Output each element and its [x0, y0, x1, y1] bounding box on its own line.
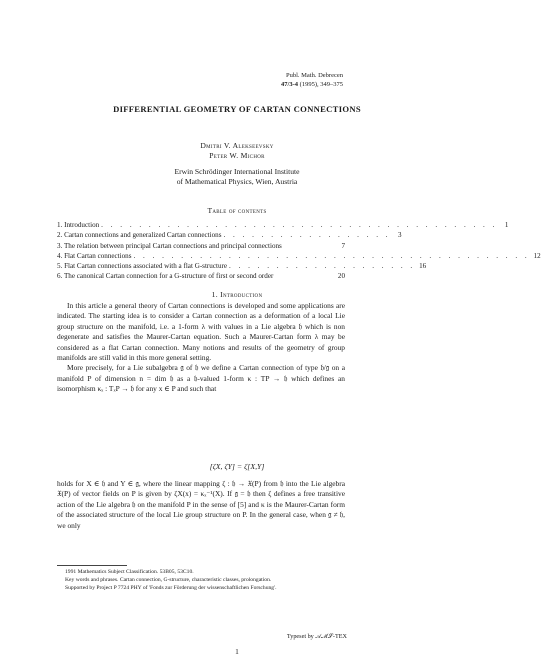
- toc-leader: [282, 241, 336, 251]
- toc-entry-label: 4. Flat Cartan connections: [57, 251, 132, 260]
- publication-info: [281, 71, 343, 89]
- body-text-1: [57, 301, 345, 395]
- journal-name: Publ. Math. Debrecen: [285, 72, 343, 79]
- toc-leader: . . . . . . . . . . . . . . . . . . . . . . . . . . . . . . . . . . . . . . . . . .: [101, 221, 498, 229]
- toc-leader: . . . . . . . . . . . . . . . . . . . . . . . . . . . . . . . . . . . . . . . . . .: [133, 251, 530, 260]
- authors: [0, 141, 474, 161]
- typeset-note: Typeset by 𝒜ℳ𝒮-TEX: [286, 633, 347, 640]
- institution-line-1: Erwin Schrödinger International Institute: [174, 167, 300, 176]
- toc-entry-page: 16: [419, 262, 427, 271]
- toc-leader: . . . . . . . . . . . . . . . . . . . .: [229, 262, 416, 271]
- toc-entry: [57, 251, 541, 261]
- toc-entry-label: 3. The relation between principal Cartan connections and principal connections: [57, 241, 282, 250]
- paragraph: More precisely, for a Lie subalgebra 𝔤 of 𝔥 we define a Cartan connection of type 𝔥/𝔤 on a manifold P of dimension n = dim 𝔥 as a 𝔥-valued 1-form κ : TP → 𝔥 which defines an isomorphism κₓ : TₓP → 𝔥 for any x ∈ P and such that: [57, 363, 345, 394]
- author-2: Peter W. Michor: [209, 151, 265, 160]
- toc-heading: Table of contents: [207, 206, 267, 215]
- footnote-rule: [57, 565, 127, 566]
- footnote: Supported by Project P 7724 PHY of 'Fonds zur Förderung der wissenschaftlichen Forschung'.: [65, 585, 277, 592]
- table-of-contents: [57, 220, 541, 282]
- footnote: 1991 Mathematics Subject Classification. 53B05, 53C10.: [65, 569, 194, 575]
- toc-entry: [57, 230, 402, 240]
- toc-leader: . . . . . . . . . . . . . . . . . .: [223, 231, 391, 240]
- paragraph: holds for X ∈ 𝔥 and Y ∈ 𝔤, where the linear mapping ζ : 𝔥 → 𝔛(P) from 𝔥 into the Lie algebra 𝔛(P) of vector fields on P is given by ζX(x) = κₓ⁻¹(X). If 𝔤 = 𝔥 then ζ defines a free transitive action of the Lie algebra 𝔥 on the manifold P in the sense of [5] and κ is the Maurer-Cartan form of the associated structure of the local Lie group structure on P. In the general case, when 𝔤 ≠ 𝔥, we only: [57, 479, 345, 530]
- toc-entry: [57, 261, 427, 271]
- institution-line-2: of Mathematical Physics, Wien, Austria: [176, 177, 298, 186]
- toc-entry: [57, 241, 345, 251]
- toc-entry-page: 12: [533, 251, 541, 260]
- section-heading: 1. Introduction: [211, 290, 263, 299]
- author-1: Dmitri V. Alekseevsky: [200, 141, 274, 150]
- toc-entry-page: 20: [337, 272, 345, 281]
- toc-entry-label: 1. Introduction: [57, 221, 100, 229]
- toc-entry-page: 3: [398, 231, 402, 240]
- year-pages: (1995), 349–375: [299, 81, 343, 88]
- equation: [ζX, ζY] = ζ[X,Y]: [209, 462, 265, 471]
- footnotes: [57, 568, 357, 593]
- toc-entry-page: 7: [341, 241, 345, 250]
- toc-entry-label: 2. Cartan connections and generalized Cartan connections: [57, 231, 222, 240]
- toc-entry: [57, 271, 345, 281]
- footnote: Key words and phrases. Cartan connection, G-structure, characteristic classes, prolongation.: [65, 577, 272, 584]
- institution: [0, 167, 474, 187]
- toc-entry: [57, 220, 509, 230]
- paper-title: DIFFERENTIAL GEOMETRY OF CARTAN CONNECTIONS: [113, 104, 361, 114]
- toc-leader: [273, 271, 336, 281]
- page-number: 1: [235, 647, 239, 656]
- body-text-2: [57, 479, 345, 531]
- toc-entry-label: 5. Flat Cartan connections associated with a flat G-structure: [57, 262, 228, 271]
- toc-entry-page: 1: [504, 221, 509, 229]
- toc-entry-label: 6. The canonical Cartan connection for a G-structure of first or second order: [57, 272, 274, 281]
- volume: 47/3-4: [281, 81, 299, 88]
- paragraph: In this article a general theory of Cartan connections is developed and some applications are indicated. The starting idea is to consider a Cartan connection as a deformation of a local Lie group structure on the manifold, i.e. a 1-form λ with values in a Lie algebra 𝔥 which is non degenerate and satisfies the Maurer-Cartan equation. Such a Maurer-Cartan form λ may be considered as a flat Cartan connection. Many notions and results of the geometry of group manifolds are still valid in this more general setting.: [57, 301, 345, 363]
